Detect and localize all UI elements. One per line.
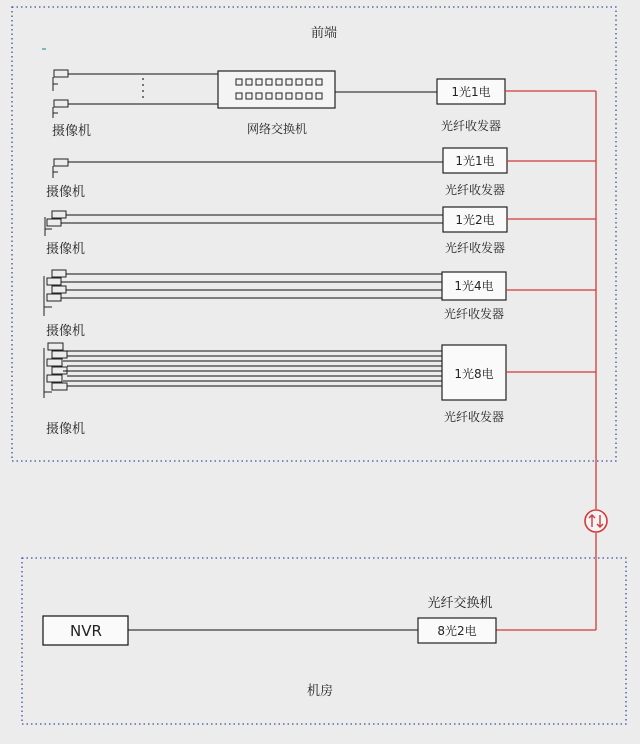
- fiber-links: [496, 91, 596, 630]
- camera-label: 摄像机: [46, 324, 86, 339]
- transceiver-model: 1光8电: [454, 367, 494, 381]
- camera-label: 摄像机: [46, 422, 86, 437]
- camera-icon: [53, 159, 68, 178]
- transceiver-model: 1光4电: [454, 279, 494, 293]
- camera-icon: [53, 100, 68, 118]
- camera-label: 摄像机: [46, 185, 86, 200]
- transceiver-model: 1光1电: [451, 85, 491, 99]
- network-switch-icon: [218, 71, 335, 108]
- camera-icon: [53, 70, 68, 91]
- ellipsis-icon: [142, 78, 144, 98]
- fiber-transceiver-label: 光纤收发器: [443, 307, 505, 321]
- camera-icon: [44, 270, 66, 316]
- fiber-transceiver-label: 光纤收发器: [444, 241, 506, 255]
- fiber-switch-model: 8光2电: [437, 624, 477, 638]
- camera-label: 摄像机: [46, 242, 86, 257]
- fiber-connector-icon: [585, 510, 607, 532]
- machine-room-zone-label: 机房: [306, 684, 334, 699]
- transceiver-model: 1光2电: [455, 213, 495, 227]
- fiber-transceiver-label: 光纤收发器: [444, 183, 506, 197]
- fiber-transceiver-label: 光纤收发器: [440, 119, 502, 133]
- fiber-transceiver-label: 光纤收发器: [443, 410, 505, 424]
- nvr-label: NVR: [70, 622, 102, 640]
- camera-label: 摄像机: [52, 124, 92, 139]
- fiber-switch-label: 光纤交换机: [427, 596, 493, 611]
- front-zone-label: 前端: [310, 26, 338, 41]
- transceiver-model: 1光1电: [455, 154, 495, 168]
- network-switch-label: 网络交换机: [246, 122, 308, 136]
